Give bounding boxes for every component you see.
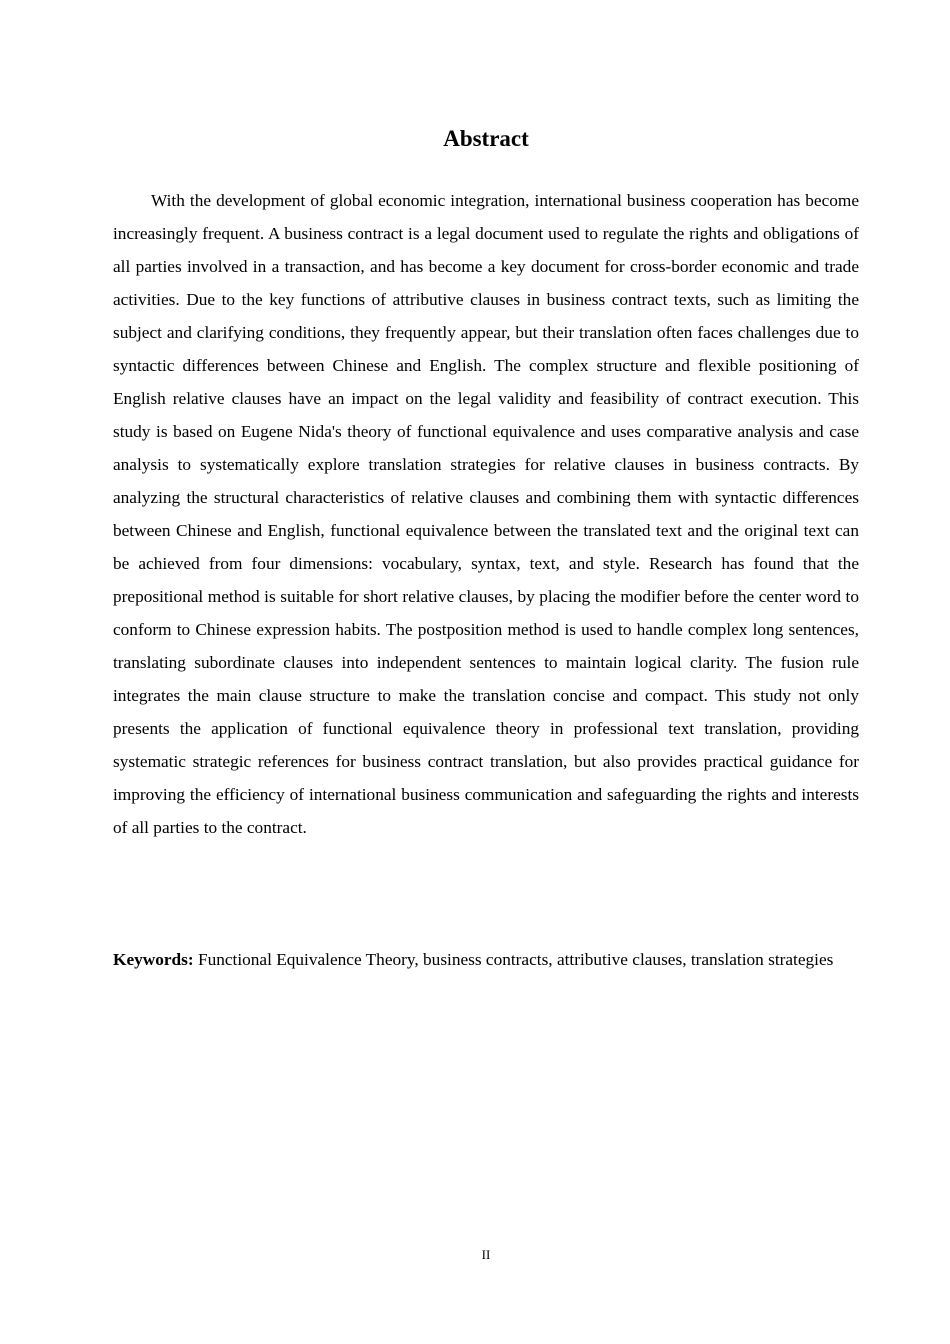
page-number: II [481,1247,491,1262]
keywords-label: Keywords: [113,950,194,969]
keywords-text: Functional Equivalence Theory, business contracts, attributive clauses, translation strategies [197,950,834,969]
abstract-paragraph: With the development of global economic integration, international business cooperation has become increasingly frequent. A business contract is a legal document used to regulate the rights and obligations of all parties involved in a transaction, and has become a key document for cross-border economic and trade activities. Due to the key functions of attributive clauses in business contract texts, such as limiting the subject and clarifying conditions, they frequently appear, but their translation often faces challenges due to syntactic differences between Chinese and English. The complex structure and flexible positioning of English relative clauses have an impact on the legal validity and feasibility of contract execution. This study is based on Eugene Nida's theory of functional equivalence and uses comparative analysis and case analysis to systematically explore translation strategies for relative clauses in business contracts. By analyzing the structural characteristics of relative clauses and combining them with syntactic differences between Chinese and English, functional equivalence between the translated text and the original text can be achieved from four dimensions: vocabulary, syntax, text, and style. Research has found that the prepositional method is suitable for short relative clauses, by placing the modifier before the center word to conform to Chinese expression habits. The postposition method is used to handle complex long sentences, translating subordinate clauses into independent sentences to maintain logical clarity. The fusion rule integrates the main clause structure to make the translation concise and compact. This study not only presents the application of functional equivalence theory in professional text translation, providing systematic strategic references for business contract translation, but also provides practical guidance for improving the efficiency of international business communication and safeguarding the rights and interests of all parties to the contract. [113,191,859,837]
keywords-section [113,943,859,976]
page-title: Abstract [443,126,529,151]
